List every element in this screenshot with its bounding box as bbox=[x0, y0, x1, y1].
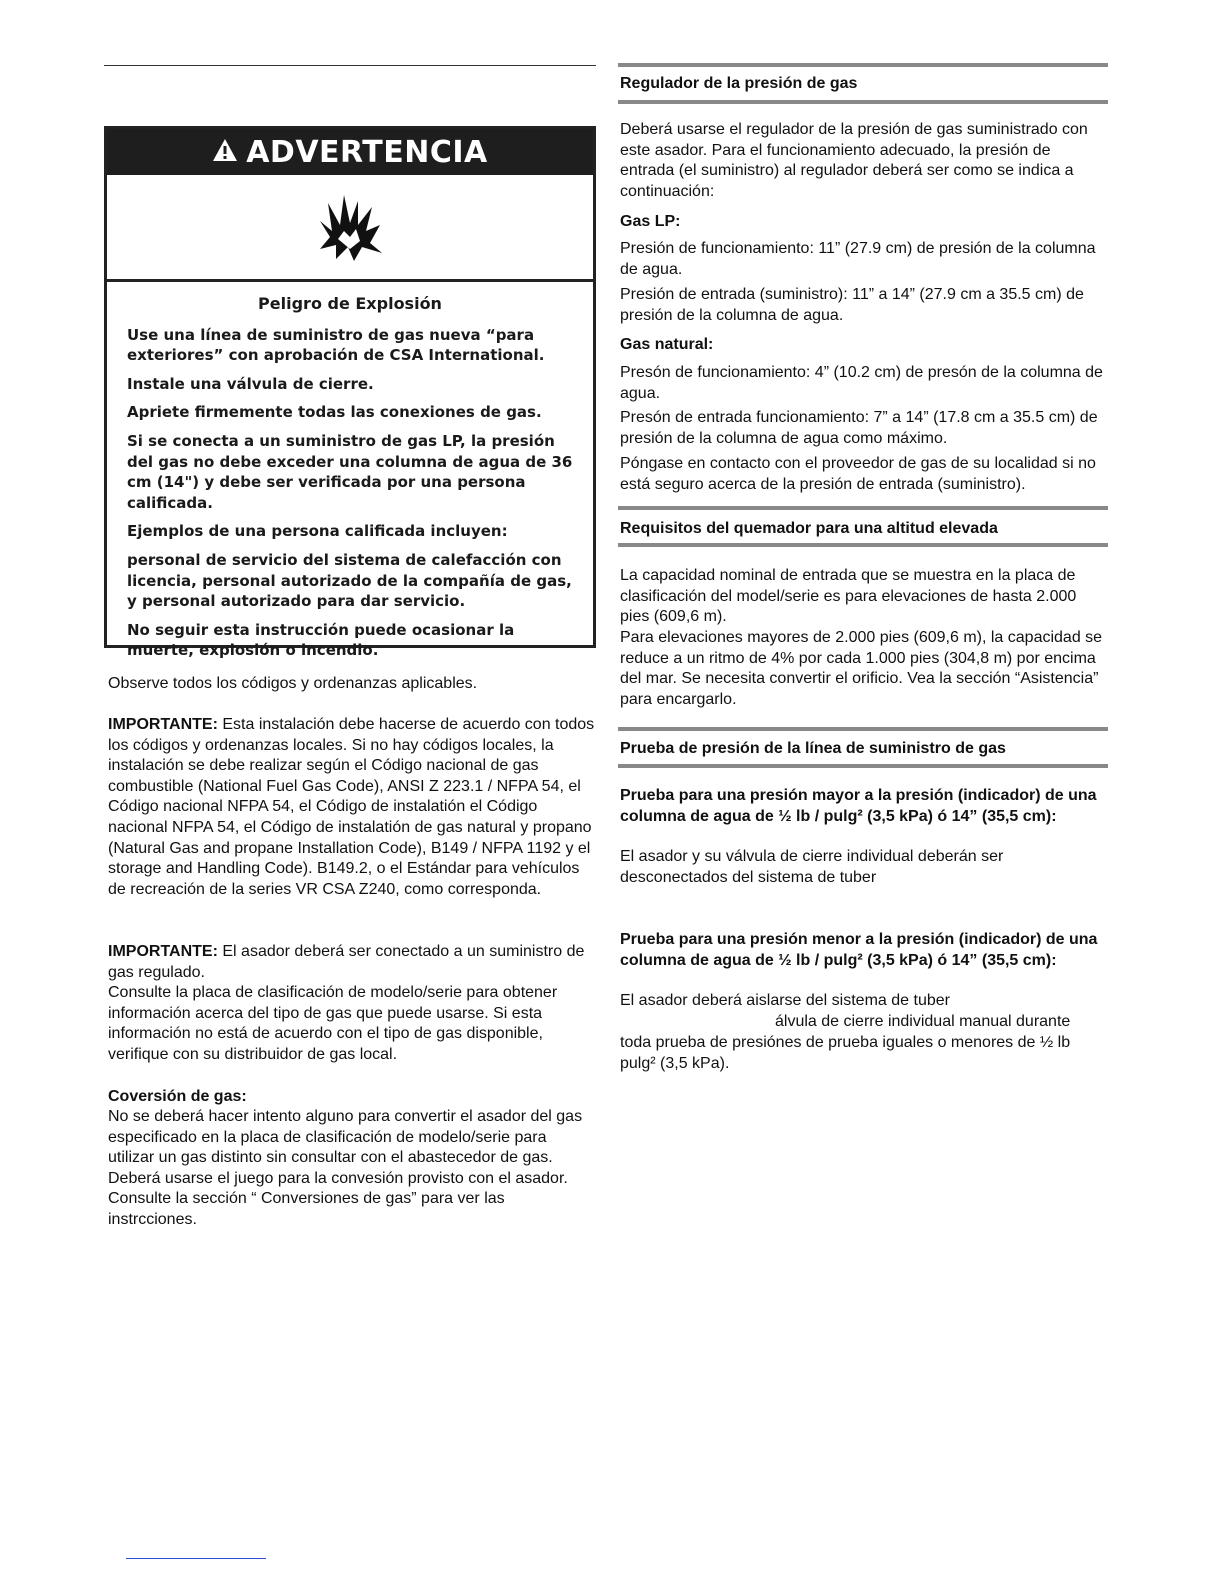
conversion-text: No se deberá hacer intento alguno para convertir el asador del gas especificado en la placa de clasificación de modelo/serie para utilizar un gas distinto sin consultar con el abastecedor de gas. Deberá usarse el juego para la convesión provisto con el asador. Consulte la sección “ Conversiones de gas” para ver las instrcciones. bbox=[108, 1108, 583, 1228]
top-rule bbox=[104, 65, 596, 66]
test-high-title: Prueba para una presión mayor a la presión (indicador) de una columna de agua de ½ lb / pulg² (3,5 kPa) ó 14” (35,5 cm): bbox=[620, 787, 1097, 825]
test-low-text-3: toda prueba de presiónes de prueba iguales o menores de ½ lb pulg² (3,5 kPa). bbox=[620, 1034, 1071, 1072]
warning-box bbox=[104, 126, 596, 660]
section-bar bbox=[618, 63, 1108, 67]
section-title-pressure-test: Prueba de presión de la línea de suministro de gas bbox=[620, 740, 1006, 757]
altitude-text-1: La capacidad nominal de entrada que se muestra en la placa de clasificación del model/serie es para elevaciones de hasta 2.000 pies (609,6 m). bbox=[620, 567, 1077, 626]
altitude-text-2: Para elevaciones mayores de 2.000 pies (609,6 m), la capacidad se reduce a un ritmo de 4% por cada 1.000 pies (304,8 m) por encima del mar. Se necesita convertir el orificio. Vea la sección “Asistencia” para encargarlo. bbox=[620, 629, 1103, 708]
important-label: IMPORTANTE: bbox=[108, 716, 218, 733]
gas-lp-inlet: Presión de entrada (suministro): 11” a 14” (27.9 cm a 35.5 cm) de presión de la columna de agua. bbox=[620, 286, 1084, 324]
warning-triangle-icon bbox=[212, 135, 238, 170]
test-low-title: Prueba para una presión menor a la presión (indicador) de una columna de agua de ½ lb / pulg² (3,5 kPa) ó 14” (35,5 cm): bbox=[620, 931, 1098, 969]
test-low-text-1: El asador deberá aislarse del sistema de tuber bbox=[620, 992, 950, 1009]
warning-line: Instale una válvula de cierre. bbox=[127, 374, 374, 393]
warning-line: Si se conecta a un suministro de gas LP, la presión del gas no debe exceder una columna de agua de 36 cm (14") y debe ser verificada por una persona calificada. bbox=[127, 431, 573, 512]
warning-header-label: ADVERTENCIA bbox=[246, 134, 488, 170]
warning-line: Use una línea de suministro de gas nueva “para exteriores” con aprobación de CSA International. bbox=[127, 325, 545, 365]
observe-text: Observe todos los códigos y ordenanzas aplicables. bbox=[108, 675, 478, 692]
section-bar bbox=[618, 543, 1108, 547]
gas-lp-operating: Presión de funcionamiento: 11” (27.9 cm) de presión de la columna de agua. bbox=[620, 240, 1096, 278]
footnote-link-rule bbox=[126, 1558, 266, 1559]
warning-title: Peligro de Explosión bbox=[258, 294, 442, 313]
warning-line: personal de servicio del sistema de calefacción con licencia, personal autorizado de la compañía de gas, y personal autorizado para dar servicio. bbox=[127, 550, 572, 611]
warning-line: No seguir esta instrucción puede ocasionar la muerte, explosión o incendio. bbox=[127, 620, 515, 660]
warning-header bbox=[107, 129, 593, 175]
section-bar bbox=[618, 764, 1108, 768]
important-paragraph-2 bbox=[108, 942, 596, 983]
explosion-icon bbox=[107, 175, 593, 282]
important-text: Esta instalación debe hacerse de acuerdo con todos los códigos y ordenanzas locales. Si no hay códigos locales, la instalación se debe realizar según el Código nacional de gas combustible (National Fuel Gas Code), ANSI Z 223.1 / NFPA 54, el Código nacional NFPA 54, el Código de instalatión el Código nacional NFPA 54, el Código de instalatión de gas natural y propano (Natural Gas and propane Installation Code), B149 / NFPA 1192 y el storage and Handling Code). B149.2, o el Estándar para vehículos de recreación de la series VR CSA Z240, como corresponda. bbox=[108, 716, 595, 898]
warning-line: Apriete firmemente todas las conexiones de gas. bbox=[127, 403, 542, 422]
section-bar bbox=[618, 100, 1108, 104]
rating-plate-text: Consulte la placa de clasificación de modelo/serie para obtener información acerca del tipo de gas que puede usarse. Si esta información no está de acuerdo con el tipo de gas disponible, verifique con su distribuidor de gas local. bbox=[108, 984, 558, 1063]
section-title-altitude: Requisitos del quemador para una altitud elevada bbox=[620, 520, 998, 537]
important-label: IMPORTANTE: bbox=[108, 943, 218, 960]
important-paragraph-1 bbox=[108, 715, 596, 900]
natural-gas-inlet: Presón de entrada funcionamiento: 7” a 14” (17.8 cm a 35.5 cm) de presión de la columna de agua como máximo. bbox=[620, 409, 1098, 447]
gas-lp-title: Gas LP: bbox=[620, 213, 681, 230]
natural-gas-title: Gas natural: bbox=[620, 336, 714, 353]
conversion-title: Coversión de gas: bbox=[108, 1088, 247, 1105]
warning-line: Ejemplos de una persona calificada incluyen: bbox=[127, 522, 508, 541]
test-low-text-2: álvula de cierre individual manual durante bbox=[775, 1013, 1071, 1030]
section-bar bbox=[618, 727, 1108, 731]
test-high-text: El asador y su válvula de cierre individual deberán ser desconectados del sistema de tuber bbox=[620, 848, 1004, 886]
natural-gas-contact: Póngase en contacto con el proveedor de gas de su localidad si no está seguro acerca de la presión de entrada (suministro). bbox=[620, 455, 1096, 493]
important-text: El asador deberá ser conectado a un suministro de gas regulado. bbox=[108, 943, 585, 981]
section-bar bbox=[618, 506, 1108, 510]
natural-gas-operating: Presón de funcionamiento: 4” (10.2 cm) de presón de la columna de agua. bbox=[620, 364, 1103, 402]
section-title-regulator: Regulador de la presión de gas bbox=[620, 75, 858, 92]
regulator-intro: Deberá usarse el regulador de la presión de gas suministrado con este asador. Para el funcionamiento adecuado, la presión de entrada (el suministro) al regulador deberá ser como se indica a continuación: bbox=[620, 121, 1088, 200]
